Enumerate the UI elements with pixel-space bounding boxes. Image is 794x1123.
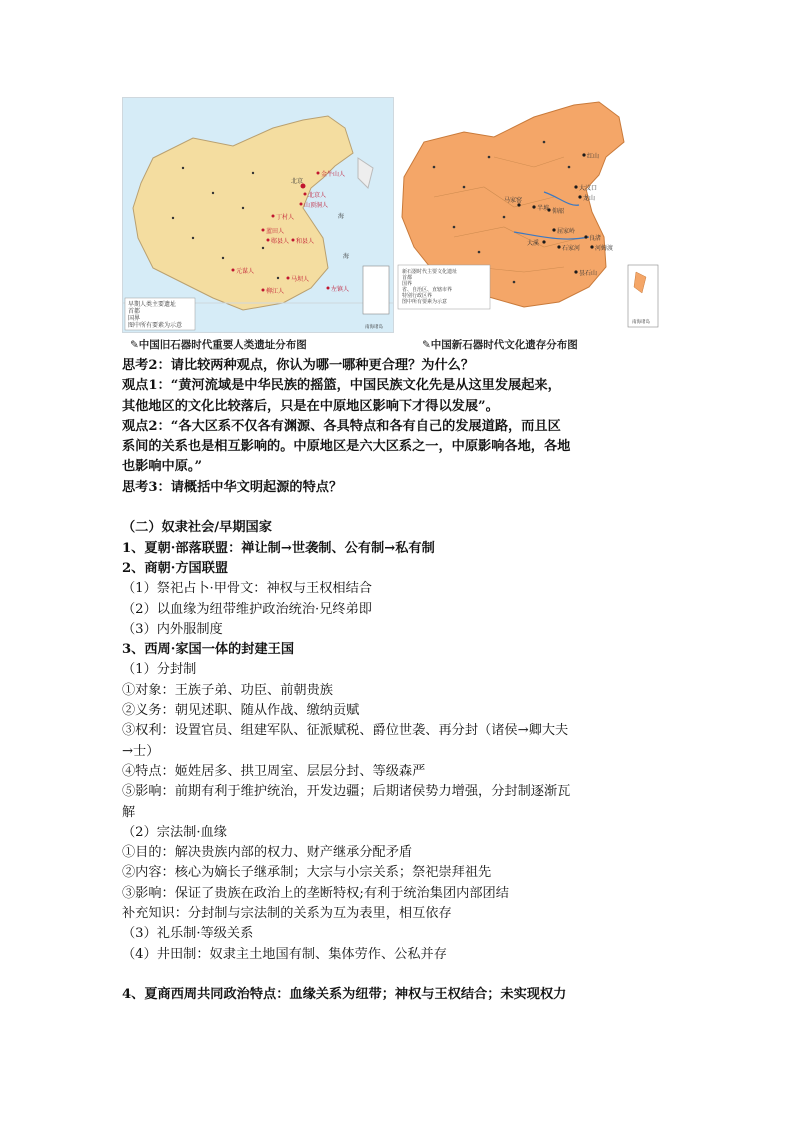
text-line: 解 <box>122 804 136 820</box>
text-line: ②义务：朝见述职、随从作战、缴纳贡赋 <box>122 703 360 719</box>
blank-line <box>122 498 682 518</box>
map-inset-label: 南海诸岛 <box>365 325 383 330</box>
map-legend-item: 省、自治区、直辖市界 <box>402 287 453 293</box>
text-line: 观点2：“各大区系不仅各有渊源、各具特点和各有自己的发展道路，而且区 <box>122 418 561 434</box>
document-body <box>122 356 682 1006</box>
text-line: 2、商朝·方国联盟 <box>122 560 229 576</box>
map-legend-item: 早期人类主要遗址 <box>128 301 177 308</box>
map-site-yunxian: 郧县人 <box>271 238 290 245</box>
map-legend-item: 图中所有要素为示意 <box>128 322 183 329</box>
paleolithic-sites-map <box>122 97 394 333</box>
text-line: ③影响：保证了贵族在政治上的垄断特权;有利于统治集团内部团结 <box>122 885 509 901</box>
map-site-tanshishan: 昙石山 <box>579 270 598 277</box>
text-line: ①对象：王族子弟、功臣、前朝贵族 <box>122 682 333 698</box>
map-site-banpo: 半坡 <box>537 205 550 212</box>
map-legend-item: 图中所有要素为示意 <box>402 299 448 305</box>
map-site-shijiahe: 石家河 <box>562 245 581 252</box>
map-site-yangshao: 仰韶 <box>552 208 565 215</box>
map-site-hexian: 和县人 <box>296 238 315 245</box>
text-line: （二）奴隶社会/早期国家 <box>122 520 272 536</box>
caption-paleolithic-map: ✎中国旧石器时代重要人类遗址分布图 <box>130 339 307 351</box>
neolithic-map-graphic <box>394 97 660 331</box>
text-line: →士） <box>122 743 160 759</box>
text-line: ④特点：姬姓居多、拱卫周室、层层分封、等级森严 <box>122 763 426 779</box>
text-line: 也影响中原。” <box>122 459 203 475</box>
text-line: 思考2：请比较两种观点，你认为哪一哪种更合理？为什么？ <box>122 358 475 373</box>
map-site-lantian: 蓝田人 <box>266 228 285 235</box>
text-line: 4、夏商西周共同政治特点：血缘关系为纽带；神权与王权结合；未实现权力 <box>122 987 567 1003</box>
map-site-hongshan: 红山 <box>587 153 600 160</box>
blank-line <box>122 965 682 985</box>
map-site-hemudu: 河姆渡 <box>595 245 614 252</box>
text-line: 其他地区的文化比较落后，只是在中原地区影响下才得以发展”。 <box>122 398 499 414</box>
map-site-zuozhen: 左镇人 <box>331 286 350 293</box>
map-legend-item: 特别行政区界 <box>402 293 433 299</box>
map-site-dingcun: 丁村人 <box>276 214 295 221</box>
text-line: ①目的：解决贵族内部的权力、财产继承分配矛盾 <box>122 845 413 861</box>
map-site-shandingdong: 山顶洞人 <box>304 202 329 209</box>
text-line: 系间的关系也是相互影响的。中原地区是六大区系之一，中原影响各地，各地 <box>122 439 571 455</box>
map-site-liangzhu: 良渚 <box>589 235 602 242</box>
map-site-daxi: 大溪 <box>527 240 540 247</box>
map-site-liujiang: 柳江人 <box>266 288 285 295</box>
text-line: ⑤影响：前期有利于维护统治，开发边疆；后期诸侯势力增强，分封制逐渐瓦 <box>122 784 571 800</box>
map-site-majiayao: 马家窑 <box>504 197 523 204</box>
map-legend-item: 国界 <box>402 281 413 287</box>
text-line: （4）井田制：奴隶主土地国有制、集体劳作、公私并存 <box>122 946 447 962</box>
text-line: 观点1：“黄河流域是中华民族的摇篮，中国民族文化先是从这里发展起来， <box>122 378 561 394</box>
maps-figure <box>122 97 660 353</box>
text-line: 思考3：请概括中华文明起源的特点？ <box>122 479 343 495</box>
text-line: 3、西周·家国一体的封建王国 <box>122 642 295 658</box>
map-site-yuanmou: 元谋人 <box>236 268 255 275</box>
caption-neolithic-map: ✎中国新石器时代文化遗存分布图 <box>422 339 578 351</box>
map-label-beijing: 北京 <box>291 178 304 185</box>
text-line: 补充知识：分封制与宗法制的关系为互为表里，相互依存 <box>122 906 452 922</box>
map-legend-item: 国界 <box>128 315 141 322</box>
text-line: （3）礼乐制·等级关系 <box>122 926 254 942</box>
text-line: （1）分封制 <box>122 662 197 678</box>
neolithic-sites-map <box>394 97 660 331</box>
text-line: ③权利：设置官员、组建军队、征派赋税、爵位世袭、再分封（诸侯→卿大夫 <box>122 723 569 739</box>
map-site-longshan: 龙山 <box>583 195 596 202</box>
map-label-sea2: 海 <box>343 253 350 260</box>
text-line: （3）内外服制度 <box>122 621 223 637</box>
map-inset-label: 南海诸岛 <box>632 320 650 325</box>
paleolithic-map-graphic <box>123 98 393 332</box>
map-legend-item: 新石器时代主要文化遗址 <box>402 269 458 275</box>
map-site-dawenkou: 大汶口 <box>579 185 598 192</box>
text-line: （1）祭祀占卜·甲骨文：神权与王权相结合 <box>122 581 372 597</box>
map-site-maba: 马坝人 <box>291 276 310 283</box>
map-site-jinniushan: 金牛山人 <box>321 171 346 178</box>
map-site-qujialing: 屈家岭 <box>557 228 576 235</box>
text-line: 1、夏朝·部落联盟：禅让制→世袭制、公有制→私有制 <box>122 540 435 556</box>
map-legend-item: 首都 <box>128 308 141 315</box>
map-legend-item: 首都 <box>402 275 413 281</box>
map-site-beijingren: 北京人 <box>308 192 327 199</box>
text-line: （2）以血缘为纽带维护政治统治·兄终弟即 <box>122 601 372 617</box>
text-line: （2）宗法制·血缘 <box>122 824 227 840</box>
text-line: ②内容：核心为嫡长子继承制；大宗与小宗关系；祭祀崇拜祖先 <box>122 865 492 881</box>
map-label-sea1: 海 <box>338 213 345 220</box>
